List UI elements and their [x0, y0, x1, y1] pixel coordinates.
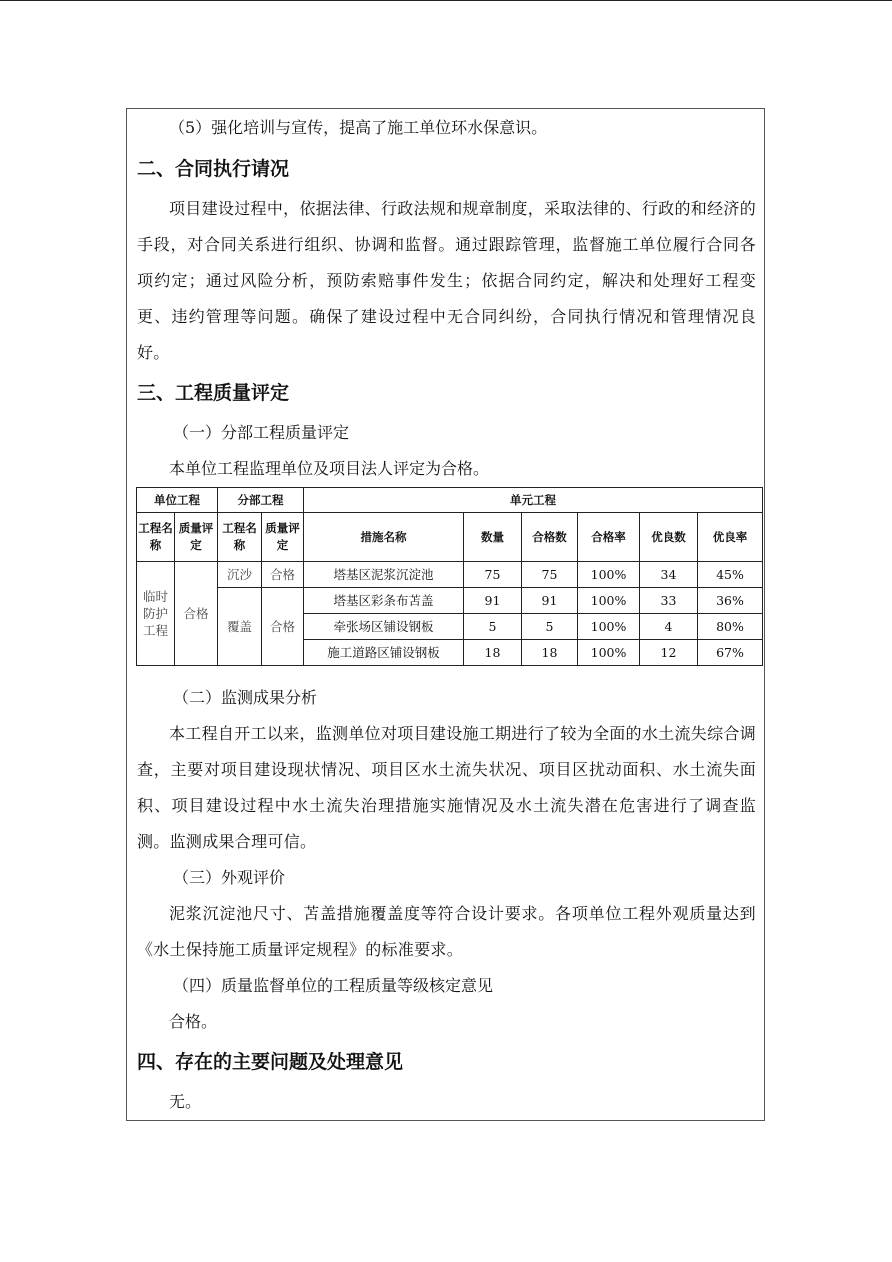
- division-grade-cell: 合格: [262, 562, 304, 588]
- good-rate-cell: 36%: [698, 588, 763, 614]
- pass-cell: 91: [522, 588, 578, 614]
- col-header: 质量评定: [175, 513, 218, 562]
- col-header: 措施名称: [304, 513, 464, 562]
- measure-cell: 塔基区泥浆沉淀池: [304, 562, 464, 588]
- good-cell: 33: [640, 588, 698, 614]
- section-2-body: 项目建设过程中，依据法律、行政法规和规章制度，采取法律的、行政的和经济的手段，对合同关系进行组织、协调和监督。通过跟踪管理，监督施工单位履行合同各项约定；通过风险分析，预防索赔事件发生；依据合同约定，解决和处理好工程变更、违约管理等问题。确保了建设过程中无合同纠纷，合同执行情况和管理情况良好。: [137, 199, 756, 362]
- subsection-4-body: 合格。: [169, 1012, 218, 1031]
- section-2-heading: 二、合同执行请况: [137, 158, 290, 180]
- col-header: 优良数: [640, 513, 698, 562]
- subsection-3-title: （三）外观评价: [173, 868, 286, 887]
- table-group-header-row: [137, 488, 763, 513]
- col-header: 合格率: [578, 513, 640, 562]
- good-cell: 12: [640, 640, 698, 666]
- table-row: [137, 588, 763, 614]
- pass-rate-cell: 100%: [578, 640, 640, 666]
- subsection-2-body: 本工程自开工以来，监测单位对项目建设施工期进行了较为全面的水土流失综合调查，主要对项目建设现状情况、项目区水土流失状况、项目区扰动面积、水土流失面积、项目建设过程中水土流失治理措施实施情况及水土流失潜在危害进行了调查监测。监测成果合理可信。: [137, 724, 756, 851]
- subsection-3-body: 泥浆沉淀池尺寸、苫盖措施覆盖度等符合设计要求。各项单位工程外观质量达到《水土保持施工质量评定规程》的标准要求。: [137, 904, 756, 959]
- pass-cell: 18: [522, 640, 578, 666]
- pass-cell: 5: [522, 614, 578, 640]
- division-name-cell: 沉沙: [218, 562, 262, 588]
- item-5-text: （5）强化培训与宣传，提高了施工单位环水保意识。: [169, 118, 548, 137]
- unit-grade-cell: 合格: [175, 562, 218, 666]
- subsection-2-title: （二）监测成果分析: [173, 688, 318, 707]
- pass-rate-cell: 100%: [578, 614, 640, 640]
- measure-cell: 塔基区彩条布苫盖: [304, 588, 464, 614]
- section-4-body: 无。: [169, 1092, 202, 1111]
- qty-cell: 5: [464, 614, 522, 640]
- table-column-header-row: [137, 513, 763, 562]
- good-rate-cell: 45%: [698, 562, 763, 588]
- measure-cell: 施工道路区铺设钢板: [304, 640, 464, 666]
- subsection-1-title: （一）分部工程质量评定: [173, 423, 350, 442]
- division-grade-cell: 合格: [262, 588, 304, 666]
- top-rule: [0, 0, 892, 1]
- division-name-cell: 覆盖: [218, 588, 262, 666]
- pass-rate-cell: 100%: [578, 562, 640, 588]
- col-header: 数量: [464, 513, 522, 562]
- section-4-heading: 四、存在的主要问题及处理意见: [137, 1051, 404, 1073]
- qty-cell: 18: [464, 640, 522, 666]
- measure-cell: 牵张场区铺设钢板: [304, 614, 464, 640]
- document-body: [137, 109, 756, 1120]
- subsection-4-title: （四）质量监督单位的工程质量等级核定意见: [173, 976, 494, 995]
- col-header: 工程名称: [137, 513, 175, 562]
- good-cell: 34: [640, 562, 698, 588]
- good-cell: 4: [640, 614, 698, 640]
- col-header: 优良率: [698, 513, 763, 562]
- group-header-unit: 单位工程: [137, 488, 218, 513]
- spacer: [137, 666, 756, 680]
- qty-cell: 91: [464, 588, 522, 614]
- good-rate-cell: 80%: [698, 614, 763, 640]
- pass-cell: 75: [522, 562, 578, 588]
- col-header: 合格数: [522, 513, 578, 562]
- quality-table: [136, 487, 763, 666]
- table-row: [137, 562, 763, 588]
- document-frame: [126, 108, 765, 1121]
- group-header-division: 分部工程: [218, 488, 304, 513]
- col-header: 工程名称: [218, 513, 262, 562]
- qty-cell: 75: [464, 562, 522, 588]
- subsection-1-body: 本单位工程监理单位及项目法人评定为合格。: [169, 459, 490, 478]
- good-rate-cell: 67%: [698, 640, 763, 666]
- pass-rate-cell: 100%: [578, 588, 640, 614]
- col-header: 质量评定: [262, 513, 304, 562]
- unit-name-cell: 临时防护工程: [137, 562, 175, 666]
- section-3-heading: 三、工程质量评定: [137, 382, 290, 404]
- group-header-element: 单元工程: [304, 488, 763, 513]
